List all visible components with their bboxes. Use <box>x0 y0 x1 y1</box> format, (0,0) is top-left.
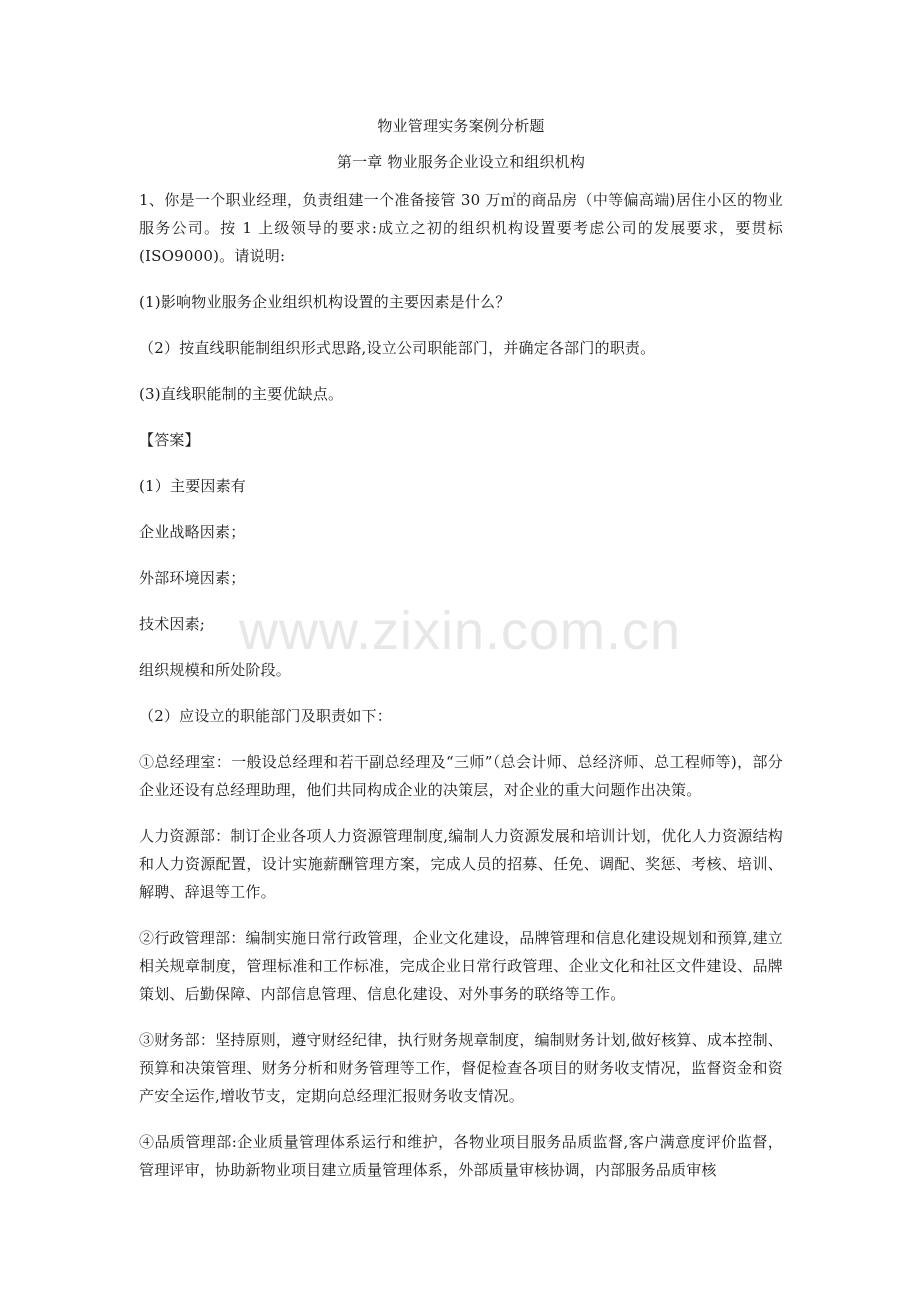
paragraph: 人力资源部：制订企业各项人力资源管理制度,编制人力资源发展和培训计划，优化人力资源结构和人力资源配置，设计实施薪酬管理方案，完成人员的招募、任免、调配、奖惩、考核、培训、解聘、辞退等工作。 <box>139 827 783 901</box>
chapter-heading: 第一章 物业服务企业设立和组织机构 <box>336 153 586 171</box>
paragraph: ③财务部：坚持原则，遵守财经纪律，执行财务规章制度，编制财务计划,做好核算、成本控制、预算和决策管理、财务分析和财务管理等工作，督促检查各项目的财务收支情况，监督资金和资产安全运作,增收节支，定期向总经理汇报财务收支情况。 <box>139 1031 783 1105</box>
paragraph: （2）按直线职能制组织形式思路,设立公司职能部门，并确定各部门的职责。 <box>139 339 656 357</box>
paragraph: 【答案】 <box>139 431 200 449</box>
paragraph: 企业战略因素； <box>139 523 246 541</box>
paragraph: ②行政管理部：编制实施日常行政管理，企业文化建设，品牌管理和信息化建设规划和预算,建立相关规章制度，管理标准和工作标准，完成企业日常行政管理、企业文化和社区文件建设、品牌策划、后勤保障、内部信息管理、信息化建设、对外事务的联络等工作。 <box>139 929 783 1003</box>
paragraph: 组织规模和所处阶段。 <box>139 661 292 679</box>
paragraph: 1、你是一个职业经理，负责组建一个准备接管 30 万㎡的商品房（中等偏高端)居住小区的物业服务公司。按 1 上级领导的要求:成立之初的组织机构设置要考虑公司的发展要求，要贯标(ISO9000)。请说明: <box>139 191 783 265</box>
watermark: www.zixin.com.cn <box>238 601 682 661</box>
paragraph: (1)影响物业服务企业组织机构设置的主要因素是什么？ <box>139 293 511 311</box>
paragraph: ④品质管理部:企业质量管理体系运行和维护，各物业项目服务品质监督,客户满意度评价监督，管理评审，协助新物业项目建立质量管理体系，外部质量审核协调，内部服务品质审核 <box>139 1133 783 1179</box>
document-body <box>139 112 783 1202</box>
document-title: 物业管理实务案例分析题 <box>377 117 545 135</box>
paragraph: （2）应设立的职能部门及职责如下： <box>139 707 392 725</box>
paragraph: 外部环境因素； <box>139 569 246 587</box>
paragraph: ①总经理室：一般设总经理和若干副总经理及“三师”（总会计师、总经济师、总工程师等)，部分企业还设有总经理助理，他们共同构成企业的决策层，对企业的重大问题作出决策。 <box>139 753 783 799</box>
paragraph: (3)直线职能制的主要优缺点。 <box>139 385 344 403</box>
paragraph: 技术因素; <box>139 615 206 633</box>
paragraph: (1）主要因素有 <box>139 477 246 495</box>
